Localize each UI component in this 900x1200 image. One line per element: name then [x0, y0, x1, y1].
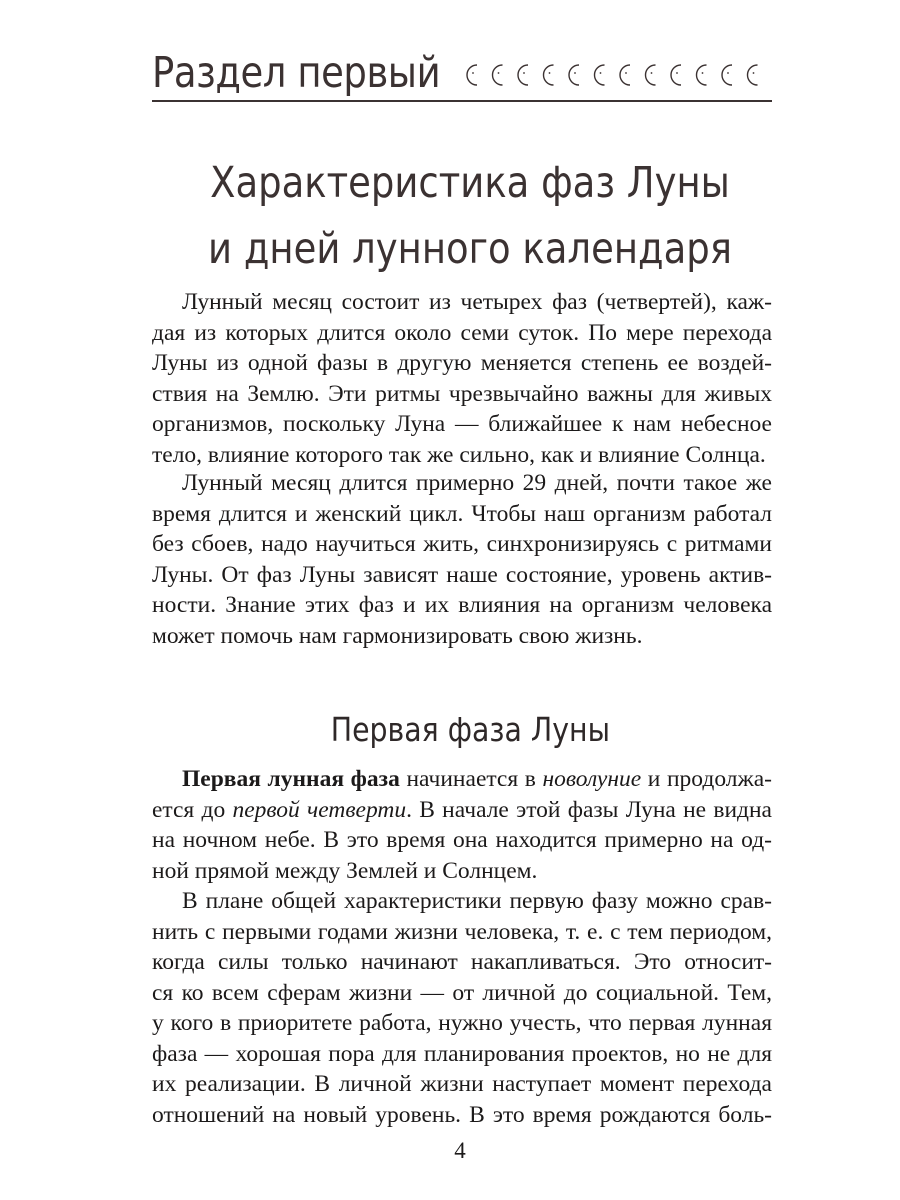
text-line: тело, влияние которого так же сильно, как и влияние Солнца.: [152, 441, 766, 468]
text-line: у кого в приоритете работа, нужно учесть, что первая лунная: [152, 1010, 772, 1036]
intro-paragraph-2: [152, 468, 772, 651]
text-line: ствия на Землю. Эти ритмы чрезвычайно важны для живых: [152, 380, 772, 407]
section-header: [152, 44, 772, 102]
section-paragraph-1: [152, 764, 772, 886]
chapter-title-line-1: Характеристика фаз Луны: [210, 158, 730, 208]
crescent-moon-icon: [671, 65, 681, 85]
crescent-moon-icon: [748, 65, 758, 85]
text-line: Луны. От фаз Луны зависят наше состояние, уровень актив-: [152, 561, 772, 588]
text-line: отношений на новый уровень. В это время рождаются боль-: [152, 1101, 772, 1128]
bold-term: Первая лунная фаза: [182, 766, 400, 792]
crescent-moon-icon: [518, 65, 528, 85]
section-heading-text: Первая фаза Луны: [330, 710, 610, 749]
text-line: дая из которых длится около семи суток. По мере перехода: [152, 319, 772, 346]
crescent-moon-icon: [467, 65, 477, 85]
text-line: фаза — хорошая пора для планирования проектов, но не для: [152, 1040, 772, 1067]
section-heading: [100, 700, 840, 760]
italic-term: новолуние: [542, 766, 642, 792]
text-line: ся ко всем сферам жизни — от личной до социальной. Тем,: [152, 979, 772, 1006]
text-line: Лунный месяц состоит из четырех фаз (четвертей), каж-: [182, 289, 772, 315]
header-rule: [152, 100, 772, 102]
crescent-moon-row-icon: [462, 63, 772, 87]
section-title: Раздел первый: [152, 48, 441, 98]
text-line: В плане общей характеристики первую фазу можно срав-: [182, 888, 772, 914]
chapter-title: [100, 150, 840, 282]
text-line: без сбоев, надо научиться жить, синхронизируясь с ритмами: [152, 531, 772, 557]
text-line: ной прямой между Землей и Солнцем.: [152, 857, 538, 884]
text-line: на ночном небе. В это время она находится примерно на од-: [152, 827, 772, 853]
text-line: Первая лунная фаза начинается в новолуние и продолжа-: [182, 766, 772, 792]
section-paragraph-2: [152, 886, 772, 1130]
italic-term: первой четверти: [232, 796, 407, 823]
crescent-moon-icon: [544, 65, 554, 85]
text-line: ности. Знание этих фаз и их влияния на организм человека: [152, 592, 772, 618]
crescent-moon-icon: [722, 65, 732, 85]
crescent-moon-icon: [595, 65, 605, 85]
page-number: 4: [454, 1138, 466, 1163]
text-line: когда силы только начинают накапливаться. Это относит-: [152, 949, 772, 975]
text-line: время длится и женский цикл. Чтобы наш организм работал: [152, 500, 772, 527]
intro-paragraph-1: [152, 287, 772, 470]
chapter-title-line-2: и дней лунного календаря: [208, 224, 732, 274]
crescent-moon-icon: [493, 65, 503, 85]
crescent-moon-icon: [620, 65, 630, 85]
crescent-moon-icon: [697, 65, 707, 85]
text-line: ется до первой четверти. В начале этой фазы Луна не видна: [152, 796, 772, 823]
crescent-moon-icon: [569, 65, 579, 85]
text-line: нить с первыми годами жизни человека, т. е. с тем периодом,: [152, 918, 772, 945]
text-line: их реализации. В личной жизни наступает момент перехода: [152, 1071, 772, 1097]
text-line: Луны из одной фазы в другую меняется степень ее воздей-: [152, 350, 772, 376]
text-line: Лунный месяц длится примерно 29 дней, почти такое же: [182, 470, 772, 496]
text-line: организмов, поскольку Луна — ближайшее к нам небесное: [152, 411, 772, 437]
text-line: может помочь нам гармонизировать свою жизнь.: [152, 622, 643, 649]
crescent-moon-icon: [646, 65, 656, 85]
